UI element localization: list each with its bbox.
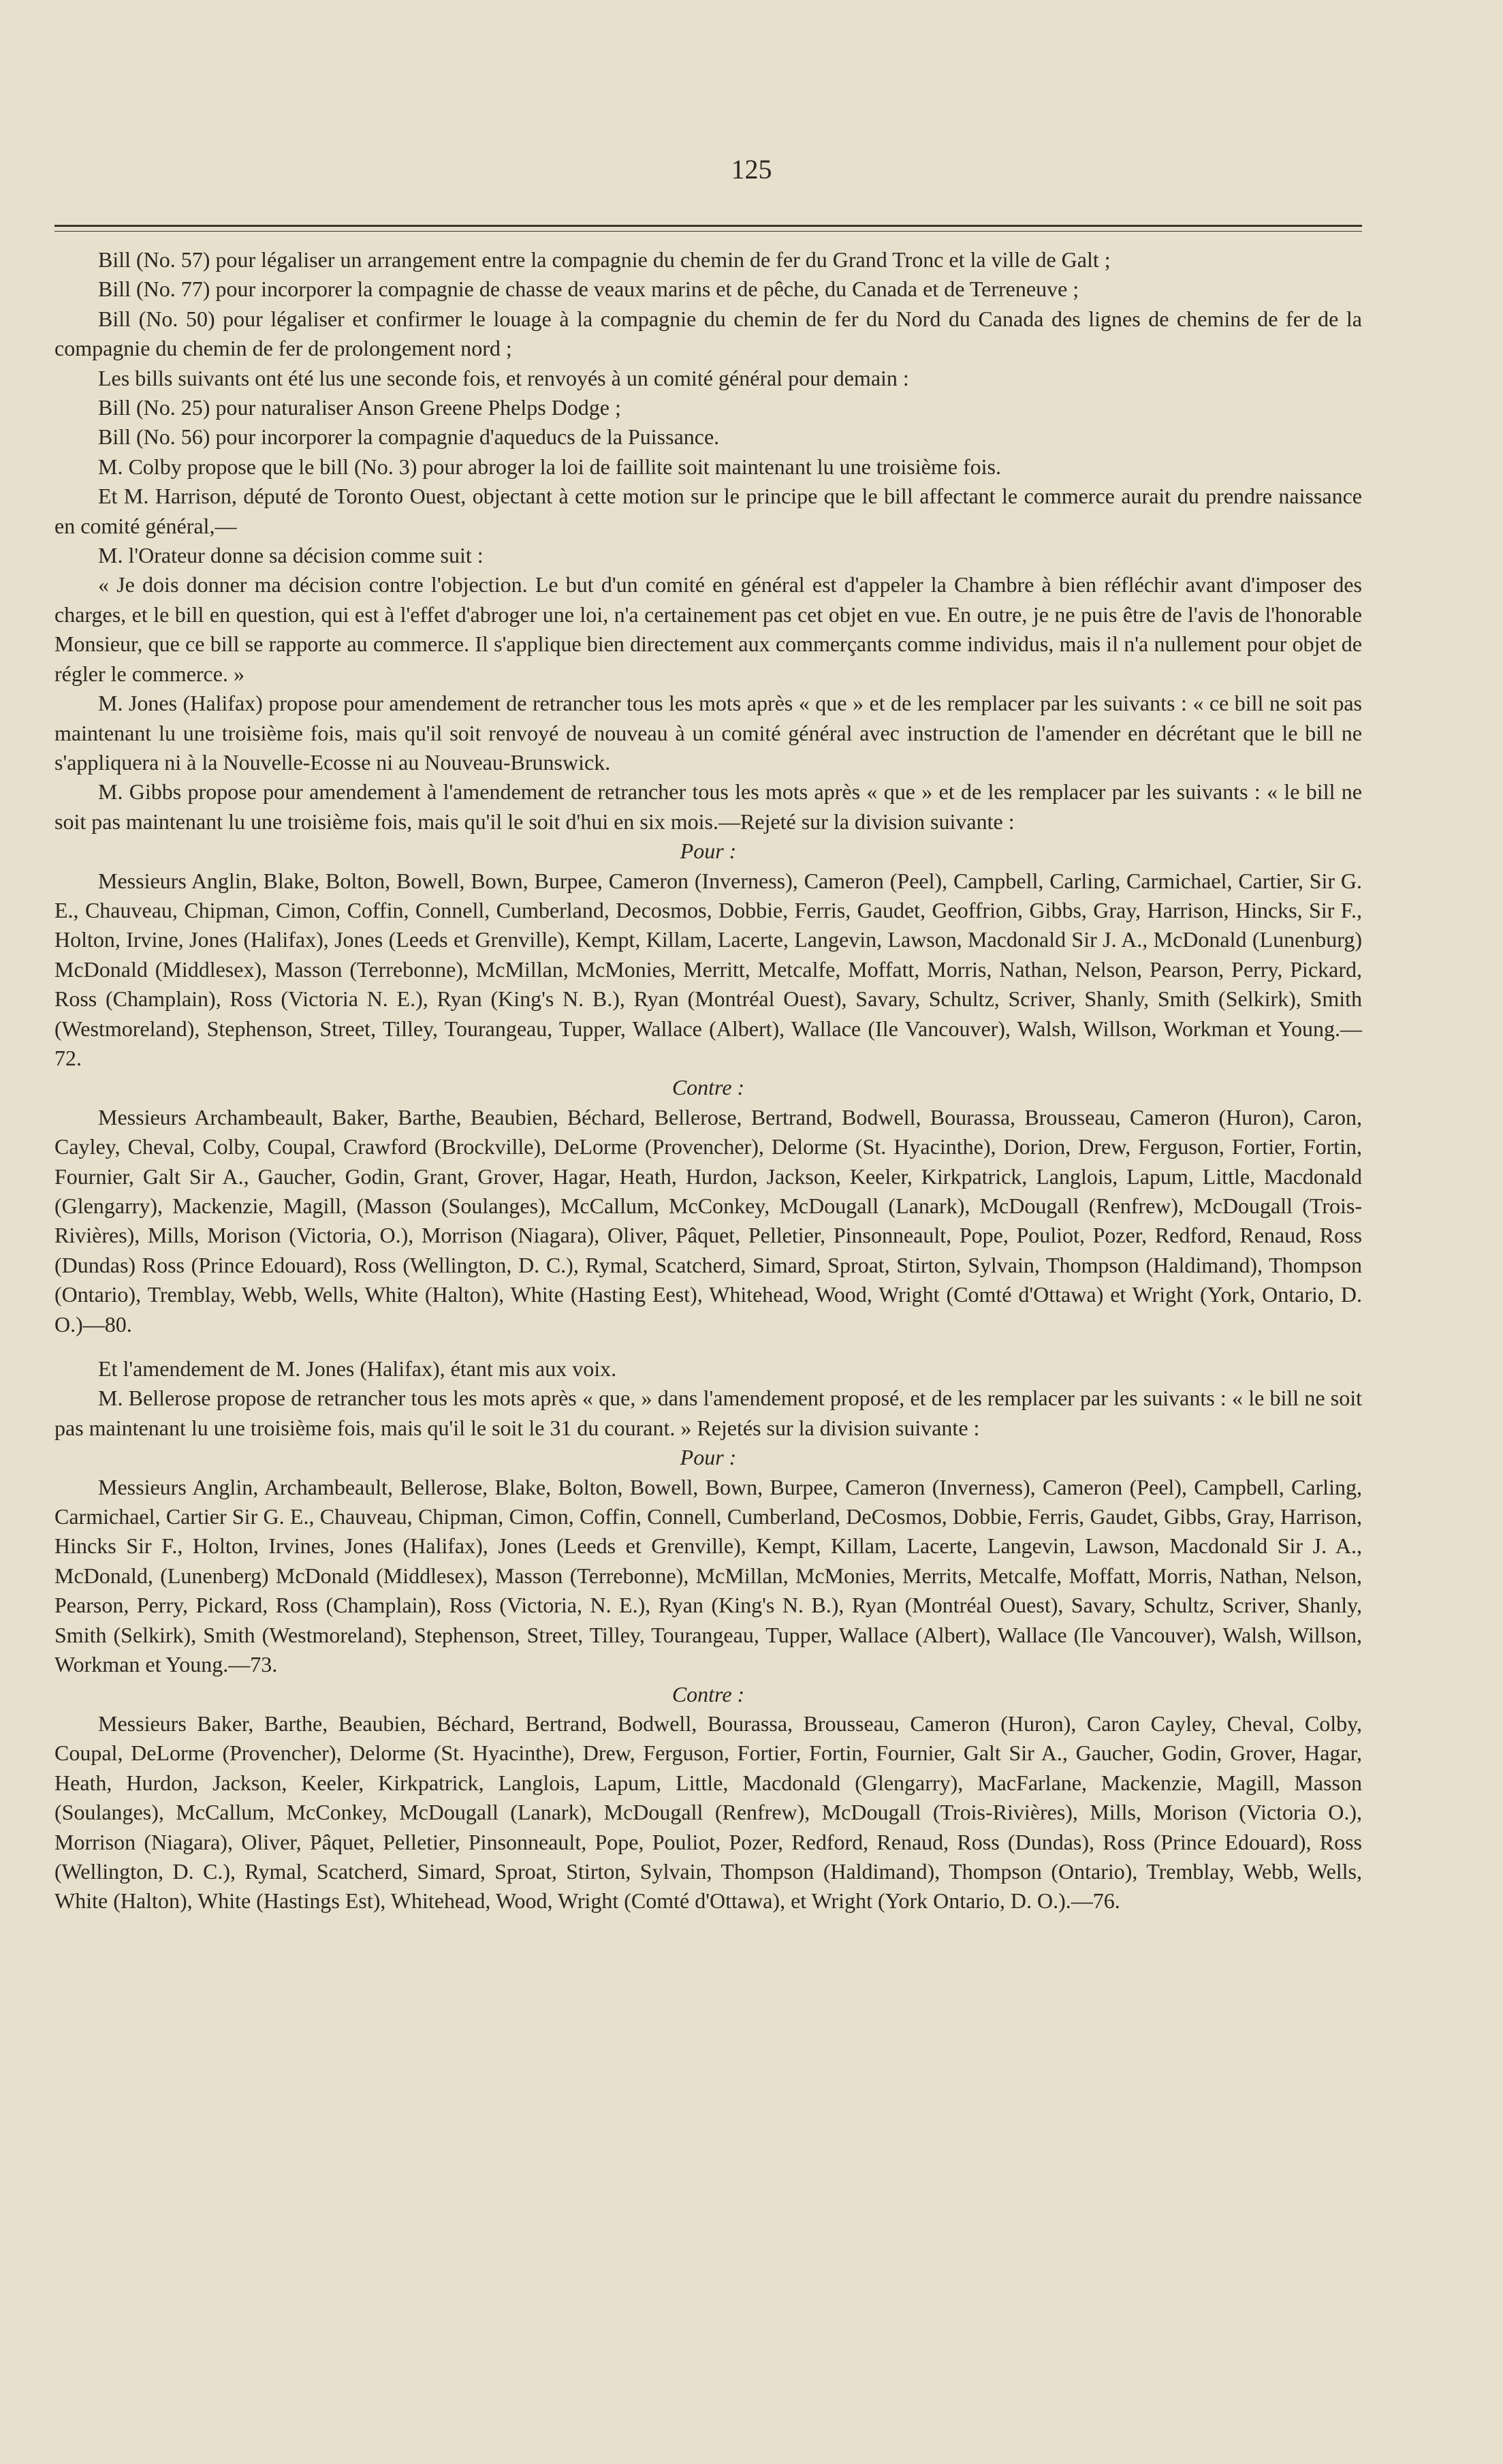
vote-list: Messieurs Anglin, Archambeault, Bellerose, Blake, Bolton, Bowell, Bown, Burpee, Cameron (Inverness), Cameron (Peel), Campbell, Carling, Carmichael, Cartier Sir G. E., Chauveau, Chipman, Cimon, Coffin, Connell, Cumberland, DeCosmos, Dobbie, Ferris, Gaudet, Gibbs, Gray, Harrison, Hincks Sir F., Holton, Irvines, Jones (Halifax), Jones (Leeds et Grenville), Kempt, Killam, Lacerte, Langevin, Lawson, Macdonald Sir J. A., McDonald, (Lunenberg) McDonald (Middlesex), Masson (Terrebonne), McMillan, McMonies, Merrits, Metcalfe, Moffatt, Morris, Nathan, Nelson, Pearson, Perry, Pickard, Ross (Champlain), Ross (Victoria, N. E.), Ryan (King's N. B.), Ryan (Montréal Ouest), Savary, Schultz, Scriver, Shanly, Smith (Selkirk), Smith (Westmoreland), Stephenson, Street, Tilley, Tourangeau, Tupper, Wallace (Albert), Wallace (Ile Vancouver), Walsh, Willson, Workman et Young.—73. [54, 1474, 1362, 1677]
section-heading-contre: Contre : [671, 1681, 745, 1706]
paragraph: Et M. Harrison, député de Toronto Ouest, objectant à cette motion sur le principe que le bill affectant le commerce aurait du prendre naissance en comité général,— [54, 484, 1362, 538]
paragraph: M. l'Orateur donne sa décision comme suit : [98, 543, 484, 568]
paragraph: M. Jones (Halifax) propose pour amendement de retrancher tous les mots après « que » et de les remplacer par les suivants : « ce bill ne soit pas maintenant lu une troisième fois, mais qu'il soit renvoyé de nouveau à un comité général avec instruction de l'amender en décrétant que le bill ne s'appliquera ni à la Nouvelle-Ecosse ni au Nouveau-Brunswick. [54, 691, 1362, 775]
paragraph: Bill (No. 56) pour incorporer la compagnie d'aqueducs de la Puissance. [98, 424, 720, 450]
paragraph: M. Bellerose propose de retrancher tous les mots après « que, » dans l'amendement proposé, et de les remplacer par les suivants : « le bill ne soit pas maintenant lu une troisième fois, mais qu'il le soit le 31 du courant. » Rejetés sur la division suivante : [54, 1386, 1362, 1440]
paragraph: Bill (No. 57) pour légaliser un arrangement entre la compagnie du chemin de fer du Grand Tronc et la ville de Galt ; [98, 247, 1111, 272]
vote-list: Messieurs Archambeault, Baker, Barthe, Beaubien, Béchard, Bellerose, Bertrand, Bodwell, Bourassa, Brousseau, Cameron (Huron), Caron, Cayley, Cheval, Colby, Coupal, Crawford (Brockville), DeLorme (Provencher), Delorme (St. Hyacinthe), Dorion, Drew, Ferguson, Fortier, Fortin, Fournier, Galt Sir A., Gaucher, Godin, Grant, Grover, Hagar, Heath, Hurdon, Jackson, Keeler, Kirkpatrick, Langlois, Lapum, Little, Macdonald (Glengarry), Mackenzie, Magill, (Masson (Soulanges), McCallum, McConkey, McDougall (Lanark), McDougall (Renfrew), McDougall (Trois-Rivières), Mills, Morison (Victoria, O.), Morrison (Niagara), Oliver, Pâquet, Pelletier, Pinsonneault, Pope, Pouliot, Pozer, Redford, Renaud, Ross (Dundas) Ross (Prince Edouard), Ross (Wellington, D. C.), Rymal, Scatcherd, Simard, Sproat, Stirton, Sylvain, Thompson (Haldimand), Thompson (Ontario), Tremblay, Webb, Wells, White (Halton), White (Hasting Eest), Whitehead, Wood, Wright (Comté d'Ottawa) et Wright (York, Ontario, D. O.)—80. [54, 1104, 1362, 1337]
vote-list: Messieurs Baker, Barthe, Beaubien, Béchard, Bertrand, Bodwell, Bourassa, Brousseau, Cameron (Huron), Caron Cayley, Cheval, Colby, Coupal, DeLorme (Provencher), Delorme (St. Hyacinthe), Drew, Ferguson, Fortier, Fortin, Fournier, Galt Sir A., Gaucher, Godin, Grover, Hagar, Heath, Hurdon, Jackson, Keeler, Kirkpatrick, Langlois, Lapum, Little, Macdonald (Glengarry), MacFarlane, Mackenzie, Magill, Masson (Soulanges), McCallum, McConkey, McDougall (Lanark), McDougall (Renfrew), McDougall (Trois-Rivières), Mills, Morison (Victoria O.), Morrison (Niagara), Oliver, Pâquet, Pelletier, Pinsonneault, Pope, Pouliot, Pozer, Redford, Renaud, Ross (Dundas), Ross (Prince Edouard), Ross (Wellington, D. C.), Rymal, Scatcherd, Simard, Sproat, Stirton, Sylvain, Thompson (Haldimand), Thompson (Ontario), Tremblay, Webb, Wells, White (Halton), White (Hastings Est), Whitehead, Wood, Wright (Comté d'Ottawa), et Wright (York Ontario, D. O.).—76. [54, 1711, 1362, 1914]
page-number: 125 [731, 154, 772, 185]
paragraph: Bill (No. 50) pour légaliser et confirmer le louage à la compagnie du chemin de fer du Nord du Canada des lignes de chemins de fer de la compagnie du chemin de fer de prolongement nord ; [54, 306, 1362, 361]
paragraph: M. Colby propose que le bill (No. 3) pour abroger la loi de faillite soit maintenant lu une troisième fois. [98, 454, 1001, 479]
paragraph: Les bills suivants ont été lus une seconde fois, et renvoyés à un comité général pour demain : [98, 365, 909, 390]
header-rule [54, 225, 1362, 227]
paragraph: Bill (No. 25) pour naturaliser Anson Greene Phelps Dodge ; [98, 395, 621, 420]
header-rule-thin [54, 231, 1362, 232]
paragraph: Bill (No. 77) pour incorporer la compagnie de chasse de veaux marins et de pêche, du Canada et de Terreneuve ; [98, 277, 1079, 302]
paragraph: « Je dois donner ma décision contre l'objection. Le but d'un comité en général est d'appeler la Chambre à bien réfléchir avant d'imposer des charges, et le bill en question, qui est à l'effet d'abroger une loi, n'a certainement pas cet objet en vue. En outre, je ne puis être de l'avis de l'honorable Monsieur, que ce bill se rapporte au commerce. Il s'applique bien directement aux commerçants comme individus, mais il n'a nullement pour objet de régler le commerce. » [54, 572, 1362, 686]
paragraph: M. Gibbs propose pour amendement à l'amendement de retrancher tous les mots après « que » et de les remplacer par les suivants : « le bill ne soit pas maintenant lu une troisième fois, mais qu'il le soit d'hui en six mois.—Rejeté sur la division suivante : [54, 779, 1362, 834]
paragraph: Et l'amendement de M. Jones (Halifax), étant mis aux voix. [98, 1356, 617, 1382]
section-heading-pour: Pour : [680, 839, 737, 864]
page-body [54, 245, 1362, 1916]
section-heading-contre: Contre : [671, 1075, 745, 1100]
vote-list: Messieurs Anglin, Blake, Bolton, Bowell, Bown, Burpee, Cameron (Inverness), Cameron (Peel), Campbell, Carling, Carmichael, Cartier, Sir G. E., Chauveau, Chipman, Cimon, Coffin, Connell, Cumberland, Decosmos, Dobbie, Ferris, Gaudet, Geoffrion, Gibbs, Gray, Harrison, Hincks, Sir F., Holton, Irvine, Jones (Halifax), Jones (Leeds et Grenville), Kempt, Killam, Lacerte, Langevin, Lawson, Macdonald Sir J. A., McDonald (Lunenburg) McDonald (Middlesex), Masson (Terrebonne), McMillan, McMonies, Merritt, Metcalfe, Moffatt, Morris, Nathan, Nelson, Pearson, Perry, Pickard, Ross (Champlain), Ross (Victoria N. E.), Ryan (King's N. B.), Ryan (Montréal Ouest), Savary, Schultz, Scriver, Shanly, Smith (Selkirk), Smith (Westmoreland), Stephenson, Street, Tilley, Tourangeau, Tupper, Wallace (Albert), Wallace (Ile Vancouver), Walsh, Willson, Workman et Young.—72. [54, 868, 1362, 1070]
spacer [54, 1339, 1362, 1354]
section-heading-pour: Pour : [680, 1445, 737, 1470]
